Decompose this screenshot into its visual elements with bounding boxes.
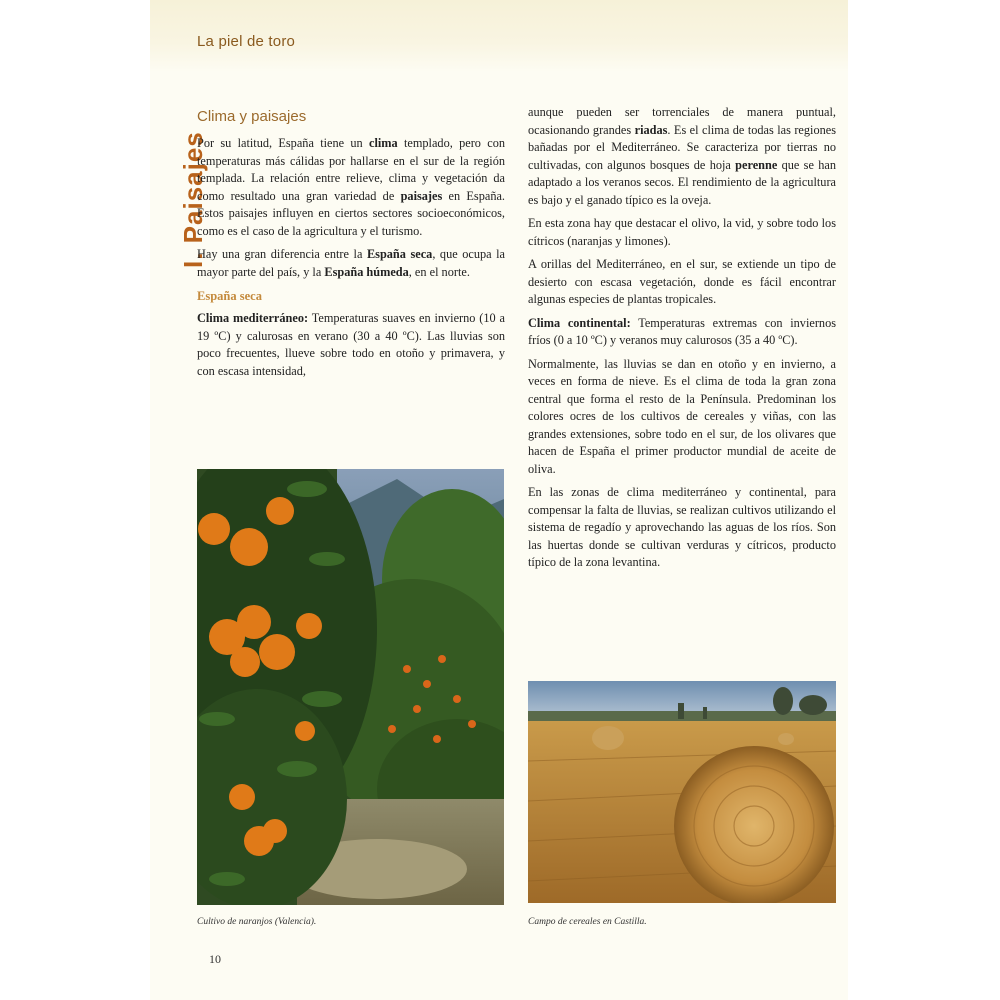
left-column: [197, 108, 505, 386]
orange-grove-caption: Cultivo de naranjos (Valencia).: [197, 917, 317, 927]
section-heading: Clima y paisajes: [197, 108, 307, 125]
paragraph-dry-wet: Hay una gran diferencia entre la España seca, que ocupa la mayor parte del país, y la España húmeda, en el norte.: [197, 247, 506, 279]
paragraph-olive-vine: En esta zona hay que destacar el olivo, la vid, y sobre todo los cítricos (naranjas y limones).: [528, 216, 836, 248]
paragraph-intro: Por su latitud, España tiene un clima templado, pero con temperaturas más cálidas por hallarse en el sur de la región templada. La relación entre relieve, clima y vegetación da como resultado una gran variedad de paisajes en España. Estos paisajes influyen en ciertos sectores socioeconómicos, como es el caso de la agricultura y el turismo.: [197, 136, 505, 238]
chapter-side-title: [135, 118, 208, 268]
paragraph-mediterranean-cont: aunque pueden ser torrenciales de manera puntual, ocasionando grandes riadas. Es el clima de todas las regiones bañadas por el Mediterráneo. Se caracteriza por tierras no cultivadas, con algunos bosques de hoja perenne que se han adaptado a los veranos secos. El rendimiento de la agricultura es bajo y el ganado típico es la oveja.: [528, 105, 836, 207]
wheat-field-caption: Campo de cereales en Castilla.: [528, 917, 647, 927]
page-number: 10: [209, 952, 221, 966]
wheat-field-photo: [528, 681, 836, 903]
paragraph-rains: Normalmente, las lluvias se dan en otoño y en invierno, a veces en forma de nieve. Es el clima de toda la gran zona central que forma el resto de la Península. Predominan los colores ocres de los cultivos de cereales y viñas, con las grandes extensiones, sobre todo en el sur, de los olivares que hacen de España el primer productor mundial de aceite de oliva.: [528, 356, 836, 476]
orange-grove-photo: [197, 469, 504, 905]
paragraph-mediterranean: Clima mediterráneo: Temperaturas suaves en invierno (10 a 19 ºC) y calurosas en verano (30 a 40 ºC). Las lluvias son poco frecuentes, llueve sobre todo en otoño y primavera, y con escasa intensidad,: [197, 311, 506, 378]
paragraph-continental: Clima continental: Temperaturas extremas con inviernos fríos (0 a 10 ºC) y veranos muy calurosos (35 a 40 ºC).: [528, 315, 837, 347]
paragraph-irrigation: En las zonas de clima mediterráneo y continental, para compensar la falta de lluvias, se realizan cultivos utilizando el sistema de regadío y aprovechando las aguas de los ríos. Son las huertas donde se cultivan verduras y cítricos, producto típico de la zona levantina.: [528, 485, 836, 569]
running-title: La piel de toro: [197, 33, 296, 50]
subheading-dry-spain: España seca: [197, 289, 262, 303]
paragraph-desert: A orillas del Mediterráneo, en el sur, se extiende un tipo de desierto con escasa vegetación, donde es fácil encontrar algunas especies de plantas tropicales.: [528, 257, 836, 306]
right-column: [528, 104, 836, 578]
chapter-side-title-text: I. Paisajes: [178, 131, 208, 268]
